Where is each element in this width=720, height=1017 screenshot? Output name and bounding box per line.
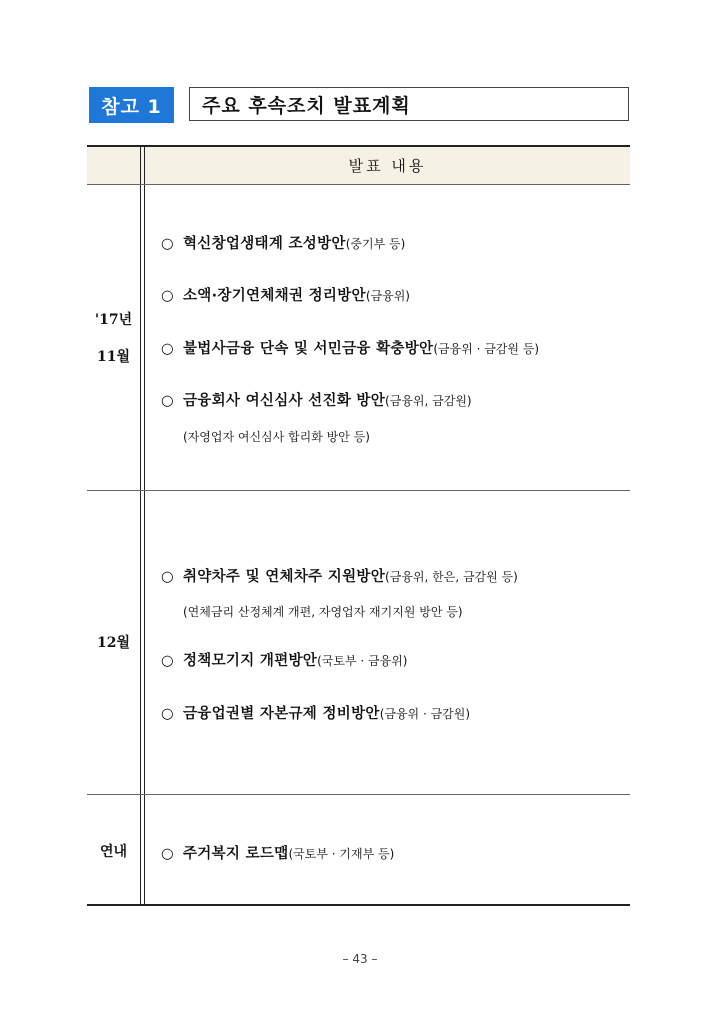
month-label: 연내 bbox=[99, 844, 128, 860]
list-item bbox=[161, 389, 472, 410]
item-title: 취약차주 및 연체차주 지원방안 bbox=[183, 569, 386, 585]
item-title: 금융업권별 자본규제 정비방안 bbox=[183, 706, 380, 722]
item-note: (금융위 · 금감원 등) bbox=[433, 342, 540, 356]
bullet-icon: ○ bbox=[161, 653, 174, 669]
item-subnote: (연체금리 산정체계 개편, 자영업자 재기지원 방안 등) bbox=[183, 605, 463, 619]
page-number: – 43 – bbox=[342, 952, 378, 966]
row-divider bbox=[87, 794, 630, 795]
list-item bbox=[161, 565, 518, 586]
item-title: 금융회사 여신심사 선진화 방안 bbox=[183, 393, 386, 409]
item-title: 주거복지 로드맵 bbox=[183, 846, 289, 862]
month-label: 12월 bbox=[96, 635, 130, 651]
bullet-icon: ○ bbox=[161, 569, 174, 585]
item-title: 혁신창업생태계 조성방안 bbox=[183, 236, 346, 252]
item-subnote: (자영업자 여신심사 합리화 방안 등) bbox=[183, 430, 370, 444]
list-item bbox=[161, 649, 407, 670]
bullet-icon: ○ bbox=[161, 846, 174, 862]
table-bottom-border bbox=[87, 904, 630, 906]
bullet-icon: ○ bbox=[161, 341, 174, 357]
month-label: 11월 bbox=[96, 349, 130, 365]
page-title: 주요 후속조치 발표계획 bbox=[189, 87, 629, 121]
list-item bbox=[161, 337, 539, 358]
bullet-icon: ○ bbox=[161, 393, 174, 409]
item-title: 불법사금융 단속 및 서민금융 확충방안 bbox=[183, 341, 434, 357]
item-note: (금융위, 금감원) bbox=[385, 394, 472, 408]
item-note: (금융위 · 금감원) bbox=[379, 707, 471, 721]
item-note: (국토부 · 금융위) bbox=[317, 654, 408, 668]
schedule-table bbox=[87, 145, 630, 906]
header-bottom-border bbox=[87, 184, 630, 185]
list-item bbox=[161, 842, 394, 863]
item-note: (금융위) bbox=[365, 289, 410, 303]
list-item bbox=[161, 702, 470, 723]
table-top-border bbox=[87, 145, 630, 147]
reference-badge: 참고 1 bbox=[89, 87, 174, 123]
list-item bbox=[161, 284, 410, 305]
column-divider bbox=[144, 145, 145, 906]
row-divider bbox=[87, 490, 630, 491]
item-title: 소액·장기연체채권 정리방안 bbox=[183, 288, 366, 304]
item-note: (중기부 등) bbox=[345, 237, 406, 251]
bullet-icon: ○ bbox=[161, 236, 174, 252]
column-header: 발표 내용 bbox=[348, 156, 427, 175]
list-item bbox=[161, 232, 405, 253]
bullet-icon: ○ bbox=[161, 706, 174, 722]
item-title: 정책모기지 개편방안 bbox=[183, 653, 318, 669]
bullet-icon: ○ bbox=[161, 288, 174, 304]
item-note: (금융위, 한은, 금감원 등) bbox=[385, 570, 518, 584]
item-note: (국토부 · 기재부 등) bbox=[288, 847, 395, 861]
column-divider bbox=[140, 145, 141, 906]
month-label: '17년 bbox=[94, 312, 133, 328]
